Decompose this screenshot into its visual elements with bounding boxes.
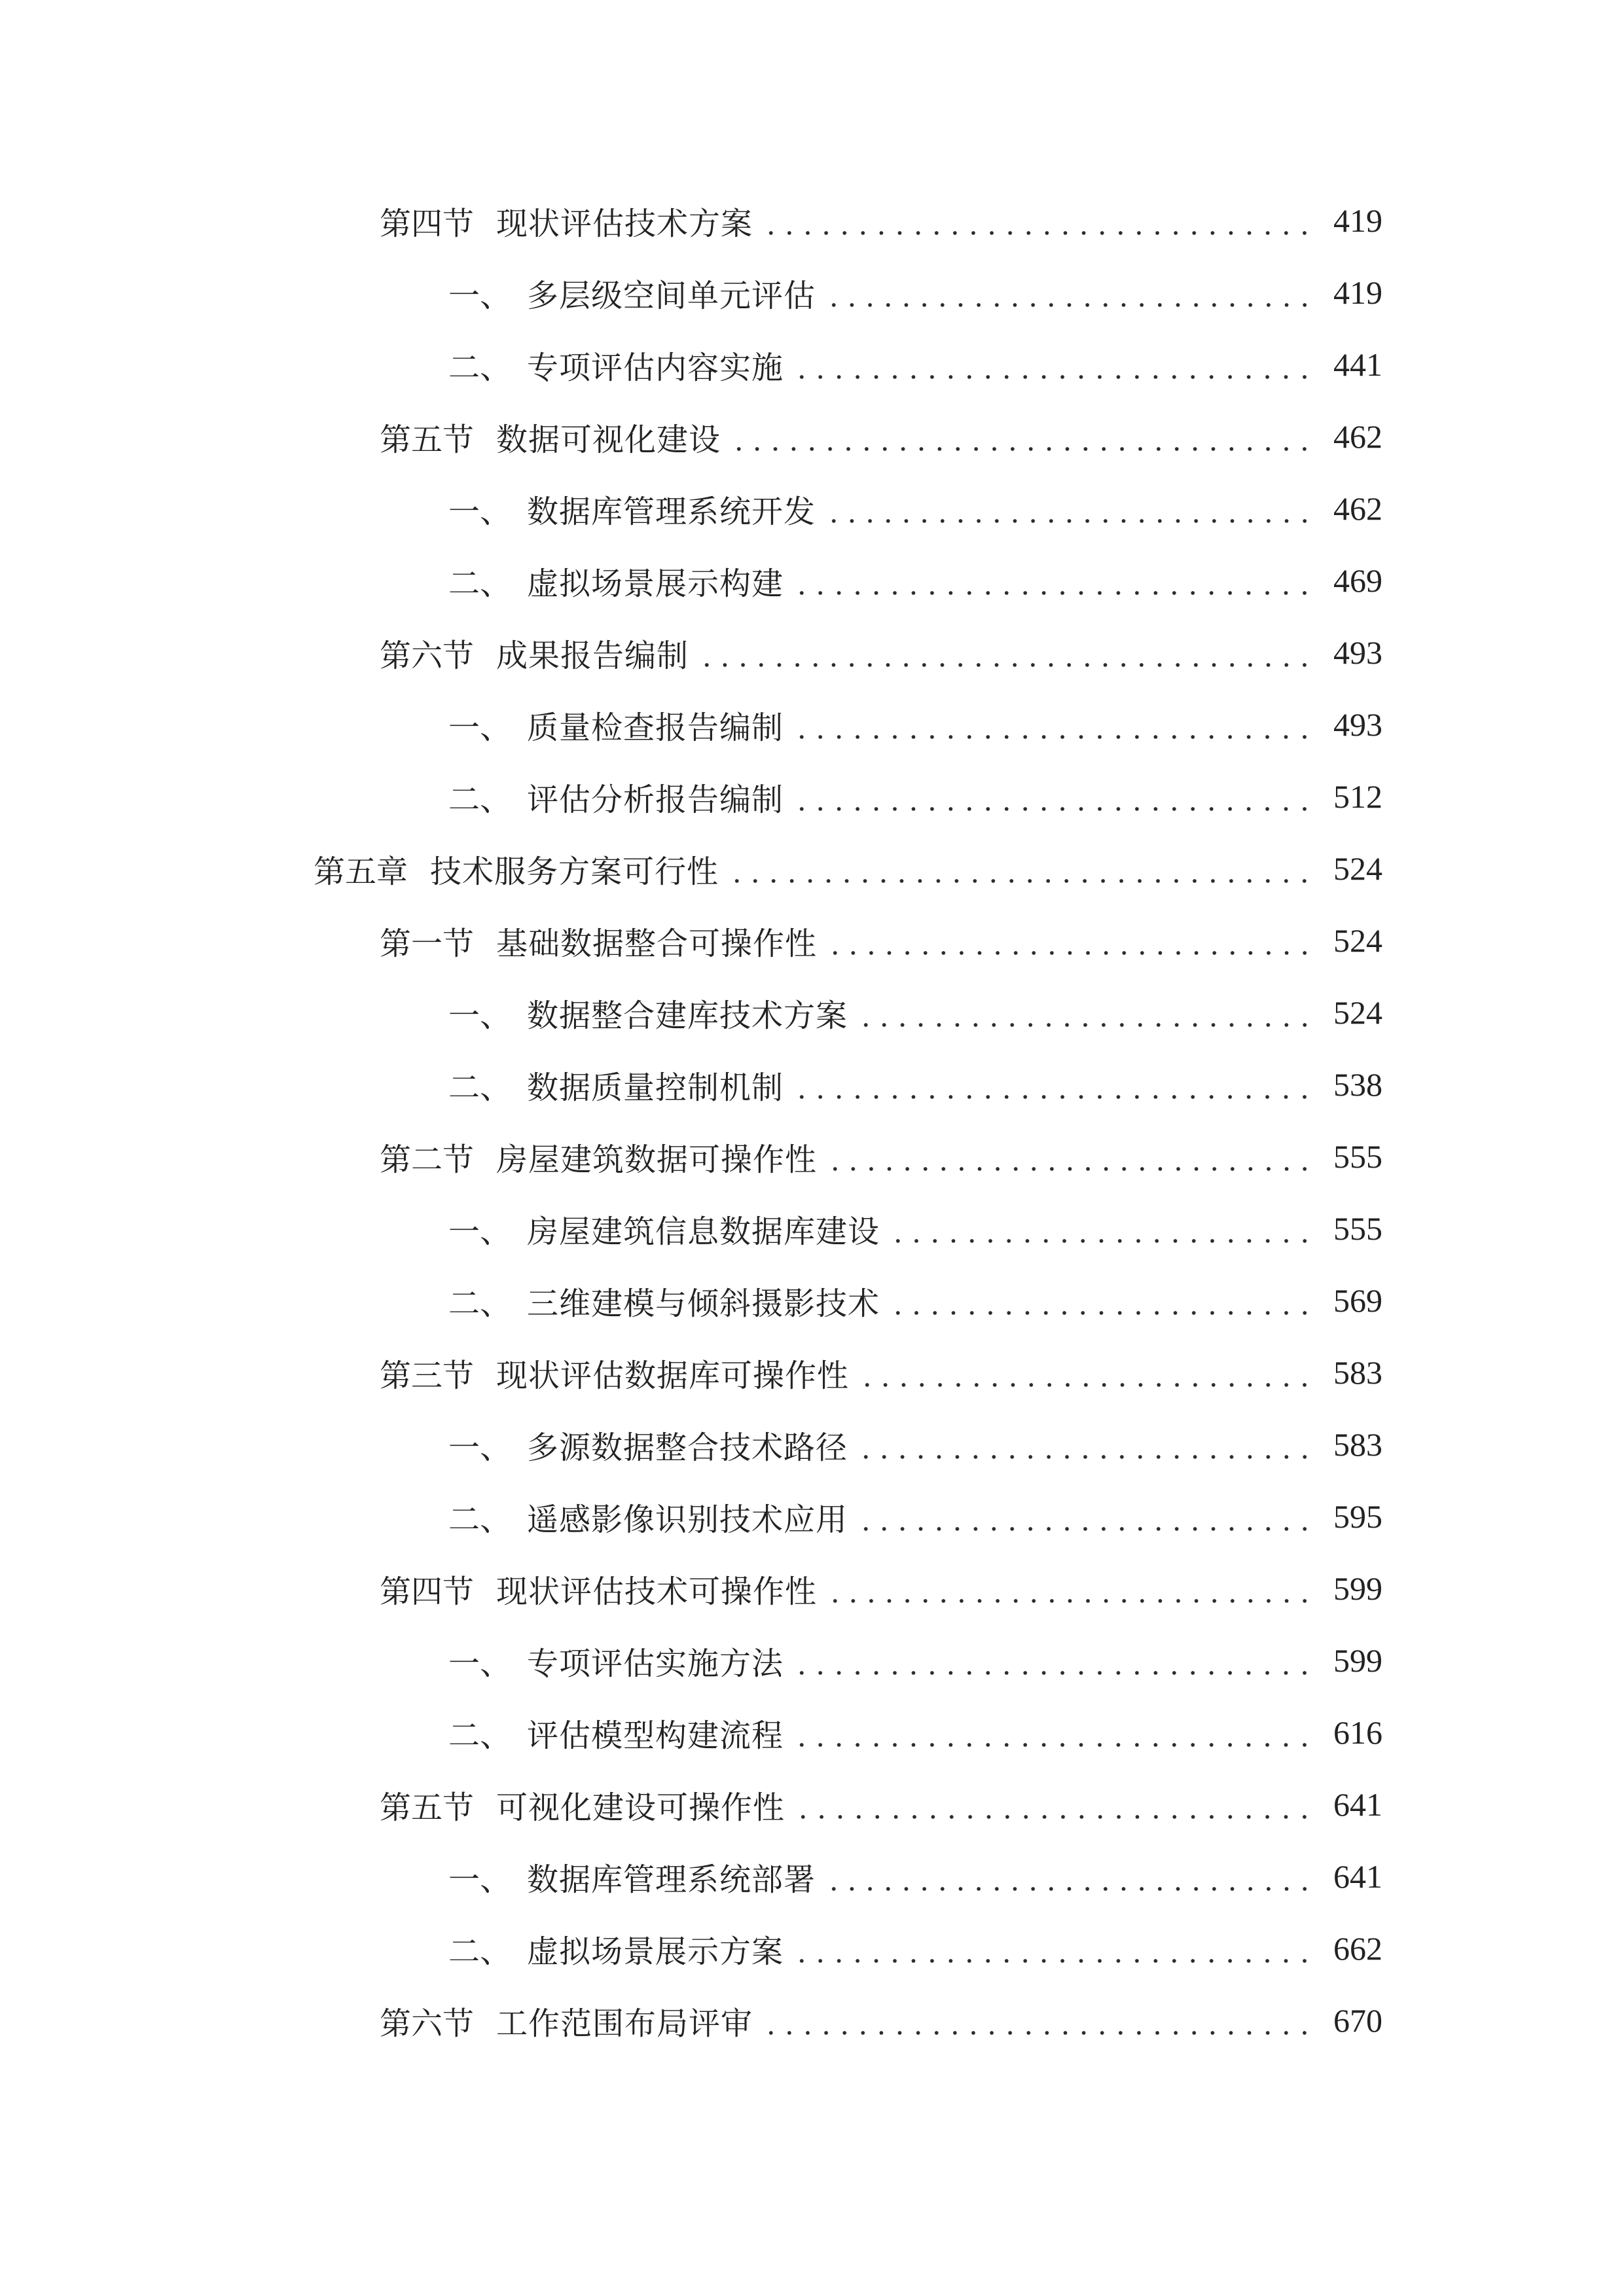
toc-entry-number: 第五节 (380, 421, 475, 458)
toc-entry-number: 二、 (448, 565, 512, 602)
toc-entry-page: 441 (1333, 346, 1382, 383)
toc-item-entry (0, 1480, 1382, 1552)
toc-entry-number: 二、 (448, 1933, 512, 1970)
toc-entry-number: 一、 (448, 709, 512, 746)
dot-leader (857, 1480, 1314, 1552)
toc-entry-title: 三维建模与倾斜摄影技术 (527, 1285, 880, 1322)
toc-entry-number: 二、 (448, 1501, 512, 1538)
toc-entry-number: 第三节 (380, 1357, 475, 1394)
toc-entry-title: 数据库管理系统开发 (527, 493, 816, 530)
toc-entry-number: 一、 (448, 1645, 512, 1682)
toc-entry-number: 第五章 (314, 853, 408, 890)
toc-entry-title: 数据库管理系统部署 (527, 1861, 816, 1898)
toc-entry-title: 评估分析报告编制 (527, 781, 784, 818)
dot-leader (794, 1768, 1314, 1840)
toc-entry-number: 第四节 (380, 1573, 475, 1610)
dot-leader (793, 329, 1314, 401)
dot-leader (728, 833, 1314, 905)
toc-entry-page: 538 (1333, 1066, 1382, 1103)
toc-entry-title: 现状评估技术可操作性 (496, 1573, 818, 1610)
toc-entry-number: 第四节 (380, 205, 475, 242)
toc-entry-title: 可视化建设可操作性 (496, 1789, 785, 1826)
toc-entry-number: 第五节 (380, 1789, 475, 1826)
toc-entry-page: 616 (1333, 1714, 1382, 1751)
dot-leader (793, 1912, 1314, 1984)
dot-leader (825, 257, 1314, 329)
dot-leader (889, 1265, 1314, 1336)
toc-entry-number: 一、 (448, 1861, 512, 1898)
toc-entry-number: 第六节 (380, 2005, 475, 2042)
toc-entry-number: 第六节 (380, 637, 475, 674)
toc-entry-title: 工作范围布局评审 (496, 2005, 753, 2042)
dot-leader (698, 617, 1314, 689)
table-of-contents (0, 185, 1382, 2056)
dot-leader (825, 1840, 1314, 1912)
toc-entry-page: 493 (1333, 634, 1382, 671)
toc-item-entry (0, 473, 1382, 545)
dot-leader (825, 473, 1314, 545)
toc-entry-page: 555 (1333, 1210, 1382, 1247)
toc-entry-title: 多层级空间单元评估 (527, 277, 816, 314)
dot-leader (793, 761, 1314, 833)
toc-item-entry (0, 1193, 1382, 1265)
toc-entry-number: 一、 (448, 277, 512, 314)
toc-section-entry (0, 401, 1382, 473)
toc-entry-page: 419 (1333, 202, 1382, 239)
dot-leader (889, 1193, 1314, 1265)
dot-leader (858, 1336, 1314, 1408)
toc-entry-page: 569 (1333, 1282, 1382, 1319)
toc-entry-page: 462 (1333, 418, 1382, 455)
toc-entry-page: 524 (1333, 994, 1382, 1031)
toc-entry-number: 一、 (448, 493, 512, 530)
toc-entry-title: 虚拟场景展示方案 (527, 1933, 784, 1970)
toc-entry-title: 遥感影像识别技术应用 (527, 1501, 848, 1538)
toc-entry-number: 第二节 (380, 1141, 475, 1178)
dot-leader (793, 1624, 1314, 1696)
dot-leader (793, 1696, 1314, 1768)
toc-entry-title: 现状评估数据库可操作性 (496, 1357, 850, 1394)
toc-entry-page: 599 (1333, 1642, 1382, 1679)
toc-entry-page: 512 (1333, 778, 1382, 815)
toc-entry-title: 房屋建筑数据可操作性 (496, 1141, 818, 1178)
toc-entry-title: 专项评估实施方法 (527, 1645, 784, 1682)
toc-entry-title: 评估模型构建流程 (527, 1717, 784, 1754)
toc-entry-page: 583 (1333, 1354, 1382, 1391)
toc-section-entry (0, 617, 1382, 689)
toc-entry-page: 583 (1333, 1426, 1382, 1463)
dot-leader (826, 905, 1314, 977)
toc-item-entry (0, 1624, 1382, 1696)
toc-entry-number: 第一节 (380, 925, 475, 962)
toc-chapter-entry (0, 833, 1382, 905)
toc-entry-page: 524 (1333, 850, 1382, 887)
toc-entry-page: 670 (1333, 2002, 1382, 2039)
toc-item-entry (0, 1408, 1382, 1480)
toc-section-entry (0, 1336, 1382, 1408)
toc-entry-number: 二、 (448, 1285, 512, 1322)
toc-item-entry (0, 761, 1382, 833)
toc-entry-number: 一、 (448, 1213, 512, 1250)
toc-entry-page: 493 (1333, 706, 1382, 743)
dot-leader (857, 1408, 1314, 1480)
toc-section-entry (0, 1768, 1382, 1840)
toc-item-entry (0, 1696, 1382, 1768)
toc-entry-page: 641 (1333, 1786, 1382, 1823)
toc-item-entry (0, 1049, 1382, 1121)
dot-leader (762, 185, 1314, 257)
toc-entry-page: 662 (1333, 1930, 1382, 1967)
toc-entry-title: 基础数据整合可操作性 (496, 925, 818, 962)
dot-leader (826, 1121, 1314, 1193)
toc-section-entry (0, 1984, 1382, 2056)
toc-item-entry (0, 1912, 1382, 1984)
toc-section-entry (0, 905, 1382, 977)
dot-leader (793, 1049, 1314, 1121)
toc-item-entry (0, 1840, 1382, 1912)
toc-entry-title: 现状评估技术方案 (496, 205, 753, 242)
toc-entry-page: 419 (1333, 274, 1382, 311)
toc-entry-number: 一、 (448, 1429, 512, 1466)
toc-item-entry (0, 257, 1382, 329)
toc-entry-number: 一、 (448, 997, 512, 1034)
toc-item-entry (0, 1265, 1382, 1336)
toc-item-entry (0, 689, 1382, 761)
toc-entry-number: 二、 (448, 781, 512, 818)
toc-section-entry (0, 185, 1382, 257)
toc-item-entry (0, 977, 1382, 1049)
toc-entry-title: 数据质量控制机制 (527, 1069, 784, 1106)
toc-entry-title: 专项评估内容实施 (527, 349, 784, 386)
dot-leader (857, 977, 1314, 1049)
dot-leader (762, 1984, 1314, 2056)
toc-entry-page: 469 (1333, 562, 1382, 599)
toc-entry-title: 数据整合建库技术方案 (527, 997, 848, 1034)
toc-entry-title: 成果报告编制 (496, 637, 689, 674)
toc-entry-number: 二、 (448, 1069, 512, 1106)
toc-entry-page: 462 (1333, 490, 1382, 527)
toc-entry-page: 555 (1333, 1138, 1382, 1175)
dot-leader (826, 1552, 1314, 1624)
toc-section-entry (0, 1552, 1382, 1624)
toc-entry-number: 二、 (448, 1717, 512, 1754)
toc-entry-title: 技术服务方案可行性 (430, 853, 719, 890)
toc-item-entry (0, 329, 1382, 401)
toc-entry-title: 质量检查报告编制 (527, 709, 784, 746)
toc-item-entry (0, 545, 1382, 617)
toc-section-entry (0, 1121, 1382, 1193)
toc-entry-page: 524 (1333, 922, 1382, 959)
toc-entry-title: 虚拟场景展示构建 (527, 565, 784, 602)
toc-entry-title: 数据可视化建设 (496, 421, 721, 458)
toc-entry-number: 二、 (448, 349, 512, 386)
dot-leader (793, 689, 1314, 761)
toc-entry-page: 595 (1333, 1498, 1382, 1535)
toc-entry-title: 多源数据整合技术路径 (527, 1429, 848, 1466)
toc-entry-title: 房屋建筑信息数据库建设 (527, 1213, 880, 1250)
dot-leader (730, 401, 1314, 473)
toc-entry-page: 641 (1333, 1858, 1382, 1895)
toc-entry-page: 599 (1333, 1570, 1382, 1607)
dot-leader (793, 545, 1314, 617)
